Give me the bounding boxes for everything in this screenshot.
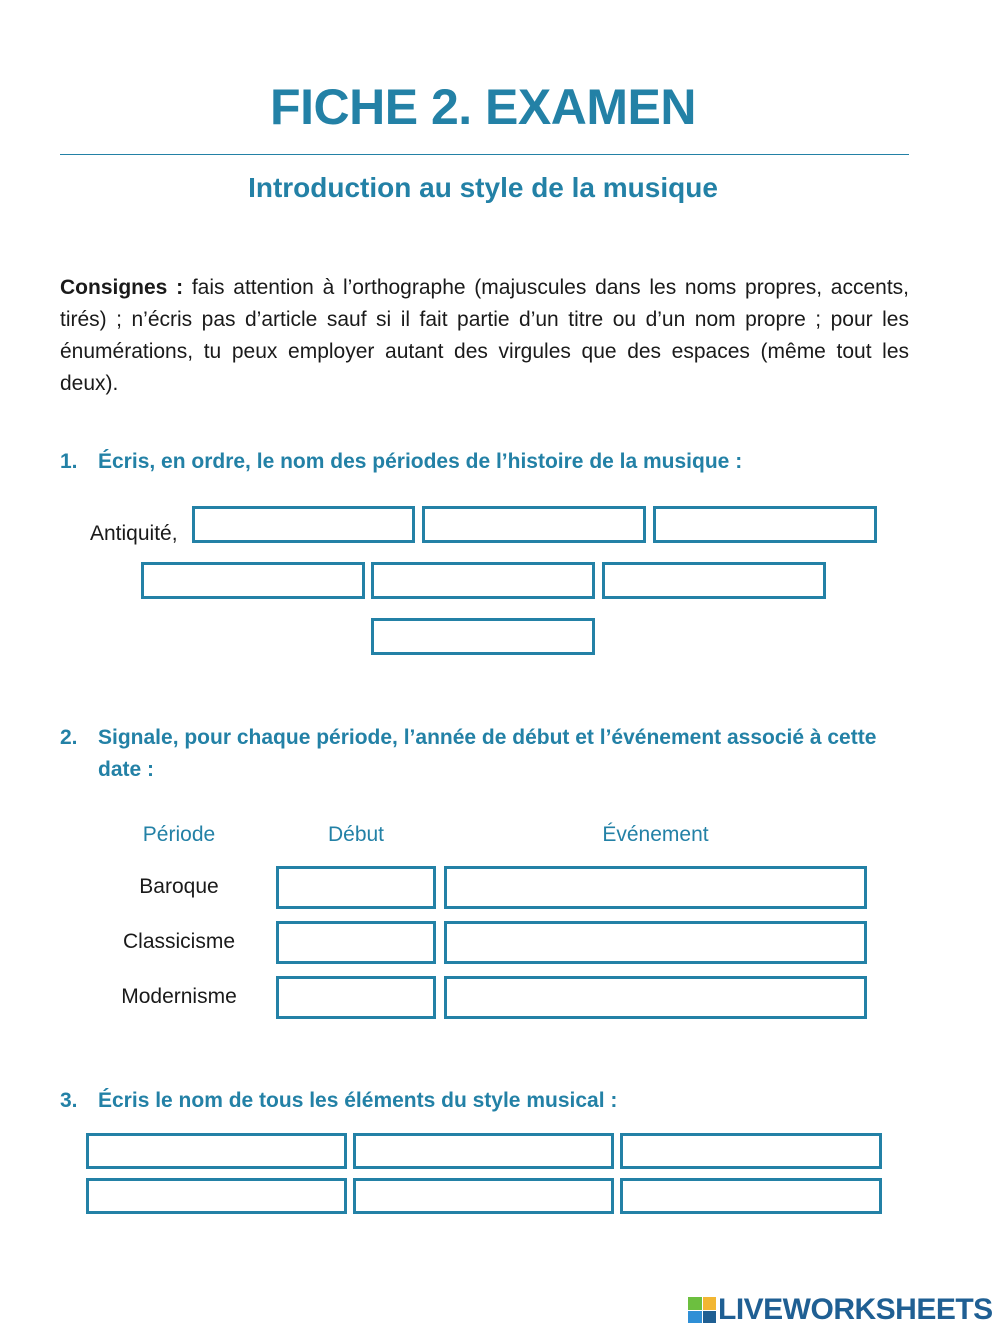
page-subtitle: Introduction au style de la musique [248, 172, 718, 203]
row-label-classicisme: Classicisme [122, 930, 235, 953]
q1-answer-3[interactable] [653, 506, 877, 543]
q3-answer-3[interactable] [620, 1133, 882, 1169]
q3-answer-1[interactable] [86, 1133, 347, 1169]
q3-answer-4[interactable] [86, 1178, 347, 1214]
column-header-start: Début [327, 823, 385, 846]
column-header-event: Événement [602, 823, 709, 846]
q3-answer-2[interactable] [353, 1133, 614, 1169]
question-3-number: 3. [60, 1089, 78, 1112]
question-3 [60, 1085, 920, 1117]
question-1 [60, 446, 920, 478]
liveworksheets-logo [688, 1292, 993, 1328]
q1-prefix-label: Antiquité, [90, 522, 178, 545]
question-1-number: 1. [60, 450, 78, 473]
page-title: FICHE 2. EXAMEN [270, 79, 696, 135]
q1-answer-7[interactable] [371, 618, 595, 655]
liveworksheets-logo-icon [688, 1297, 716, 1323]
instructions-label: Consignes : [60, 276, 184, 299]
q1-answer-1[interactable] [192, 506, 415, 543]
q2-start-classicisme[interactable] [276, 921, 436, 964]
q2-event-classicisme[interactable] [444, 921, 867, 964]
q2-event-modernisme[interactable] [444, 976, 867, 1019]
instructions [60, 272, 909, 400]
q2-start-modernisme[interactable] [276, 976, 436, 1019]
question-1-text: Écris, en ordre, le nom des périodes de l’histoire de la musique : [98, 450, 743, 473]
question-2-text: Signale, pour chaque période, l’année de début et l’événement associé à cette date : [98, 726, 877, 781]
q3-answer-6[interactable] [620, 1178, 882, 1214]
q2-event-baroque[interactable] [444, 866, 867, 909]
q1-answer-6[interactable] [602, 562, 826, 599]
row-label-baroque: Baroque [139, 875, 219, 898]
question-2-number: 2. [60, 726, 78, 749]
question-3-text: Écris le nom de tous les éléments du style musical : [98, 1089, 618, 1112]
q1-answer-4[interactable] [141, 562, 365, 599]
q2-start-baroque[interactable] [276, 866, 436, 909]
liveworksheets-logo-text: LIVEWORKSHEETS [718, 1293, 993, 1326]
question-2 [60, 722, 920, 786]
q3-answer-5[interactable] [353, 1178, 614, 1214]
q1-answer-2[interactable] [422, 506, 646, 543]
row-label-modernisme: Modernisme [121, 985, 237, 1008]
title-divider [60, 154, 909, 155]
q1-answer-5[interactable] [371, 562, 595, 599]
instructions-text: fais attention à l’orthographe (majuscules dans les noms propres, accents, tirés) ; n’écris pas d’article sauf si il fait partie d’un titre ou d’un nom propre ; pour les énumérations, tu peux employer autant des virgules que des espaces (même tout les deux). [60, 276, 910, 395]
column-header-period: Période [142, 823, 216, 846]
